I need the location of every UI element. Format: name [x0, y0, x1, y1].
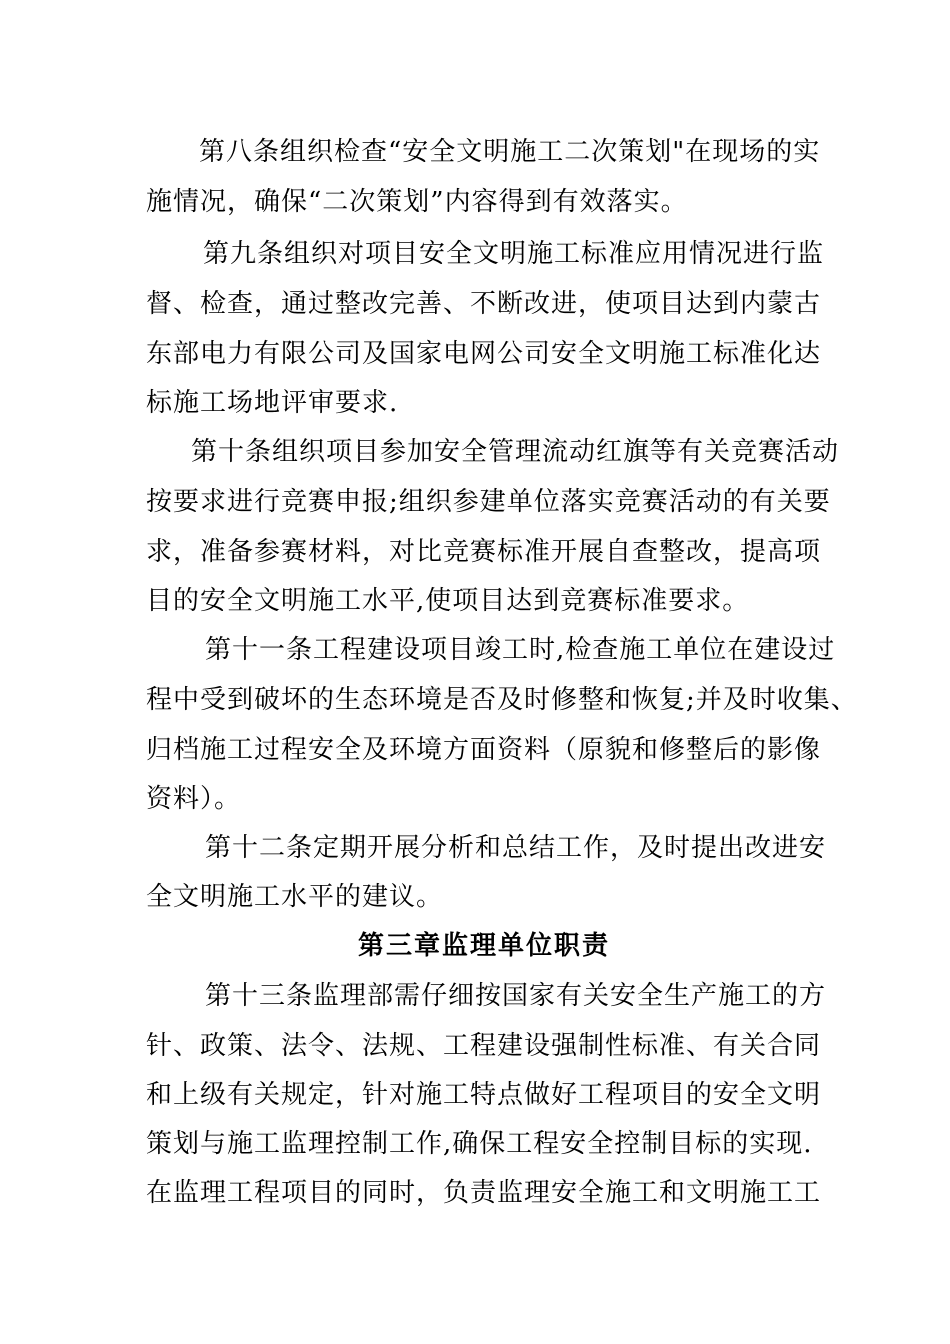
article-13-line-2: 针、政策、法令、法规、工程建设强制性标准、有关合同 — [146, 1031, 822, 1061]
article-11-line-2: 程中受到破坏的生态环境是否及时修整和恢复;并及时收集、 — [146, 685, 858, 715]
article-11-line-3: 归档施工过程安全及环境方面资料（原貌和修整后的影像 — [146, 735, 822, 765]
article-10-line-2: 按要求进行竞赛申报;组织参建单位落实竞赛活动的有关要 — [146, 487, 831, 517]
article-11-line-4: 资料）。 — [146, 784, 242, 814]
article-9-line-4: 标施工场地评审要求. — [146, 388, 399, 418]
chapter-heading: 第三章监理单位职责 — [358, 931, 611, 961]
article-8-line-1: 第八条组织检查“安全文明施工二次策划"在现场的实 — [199, 137, 821, 167]
article-10-line-3: 求，准备参赛材料，对比竞赛标准开展自查整改，提高项 — [146, 537, 822, 567]
article-12-line-2: 全文明施工水平的建议。 — [146, 882, 444, 912]
article-12-line-1: 第十二条定期开展分析和总结工作，及时提出改进安 — [205, 833, 827, 863]
article-13-line-4: 策划与施工监理控制工作,确保工程安全控制目标的实现. — [146, 1129, 813, 1159]
article-8-line-2: 施情况，确保“二次策划”内容得到有效落实。 — [146, 187, 688, 217]
article-13-line-3: 和上级有关规定，针对施工特点做好工程项目的安全文明 — [146, 1080, 822, 1110]
article-9-line-1: 第九条组织对项目安全文明施工标准应用情况进行监 — [203, 239, 825, 269]
article-9-line-3: 东部电力有限公司及国家电网公司安全文明施工标准化达 — [146, 339, 822, 369]
article-10-line-1: 第十条组织项目参加安全管理流动红旗等有关竞赛活动 — [191, 437, 840, 467]
article-13-line-5: 在监理工程项目的同时，负责监理安全施工和文明施工工 — [146, 1178, 822, 1208]
article-11-line-1: 第十一条工程建设项目竣工时,检查施工单位在建设过 — [205, 635, 836, 665]
article-13-line-1: 第十三条监理部需仔细按国家有关安全生产施工的方 — [205, 981, 827, 1011]
article-9-line-2: 督、检查，通过整改完善、不断改进，使项目达到内蒙古 — [146, 289, 822, 319]
article-10-line-4: 目的安全文明施工水平,使项目达到竞赛标准要求。 — [146, 586, 750, 616]
